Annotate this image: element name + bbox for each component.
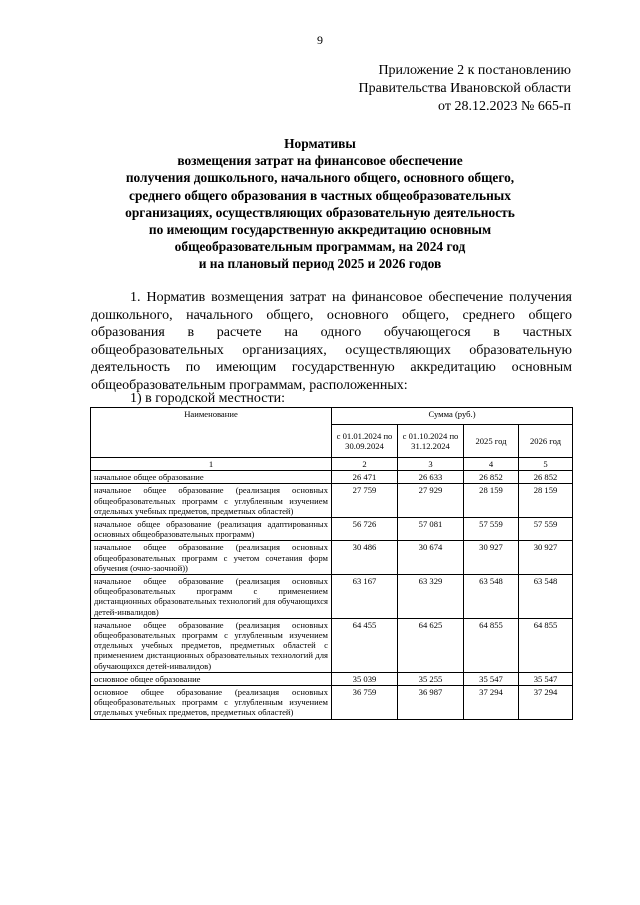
col-number: 3 xyxy=(398,458,464,471)
table-row xyxy=(91,575,573,619)
page-number: 9 xyxy=(317,33,323,47)
table-row xyxy=(91,518,573,541)
row-value: 63 548 xyxy=(464,575,519,619)
row-name: начальное общее образование (реализация основных общеобразовательных программ с применением дистанционных образовательных технологий для обучающихся детей-инвалидов) xyxy=(91,575,332,619)
col-number: 1 xyxy=(91,458,332,471)
row-value: 26 852 xyxy=(519,471,573,484)
row-value: 26 471 xyxy=(332,471,398,484)
title-line-5: организациях, осуществляющих образовательную деятельность xyxy=(125,204,515,220)
row-value: 56 726 xyxy=(332,518,398,541)
col-number: 5 xyxy=(519,458,573,471)
row-value: 37 294 xyxy=(519,686,573,720)
table-row xyxy=(91,618,573,672)
row-value: 57 559 xyxy=(519,518,573,541)
row-value: 30 674 xyxy=(398,541,464,575)
row-value: 36 759 xyxy=(332,686,398,720)
row-value: 57 559 xyxy=(464,518,519,541)
header-2025: 2025 год xyxy=(464,425,519,458)
paragraph-1: 1. Норматив возмещения затрат на финансовое обеспечение получения дошкольного, начального общего, основного общего, среднего общего образования в расчете на одного обучающегося в частных общеобразовательных организациях, осуществляющих образовательную деятельность по имеющим государственную аккредитацию основным общеобразовательным программам, расположенных: xyxy=(91,290,572,393)
document-title xyxy=(92,135,548,273)
row-name: начальное общее образование (реализация основных общеобразовательных программ с углубленным изучением отдельных учебных предметов, предметных областей) xyxy=(91,484,332,518)
header-sum: Сумма (руб.) xyxy=(332,408,573,425)
row-value: 64 855 xyxy=(519,618,573,672)
row-value: 30 927 xyxy=(519,541,573,575)
row-value: 63 548 xyxy=(519,575,573,619)
table-row xyxy=(91,484,573,518)
row-value: 26 852 xyxy=(464,471,519,484)
row-value: 27 929 xyxy=(398,484,464,518)
row-name: начальное общее образование (реализация основных общеобразовательных программ с учетом сочетания форм обучения (очно-заочной)) xyxy=(91,541,332,575)
row-value: 30 927 xyxy=(464,541,519,575)
row-value: 28 159 xyxy=(464,484,519,518)
header-2026: 2026 год xyxy=(519,425,573,458)
table-row xyxy=(91,686,573,720)
title-line-6: по имеющим государственную аккредитацию основным xyxy=(148,222,492,238)
col-number: 4 xyxy=(464,458,519,471)
norms-table xyxy=(90,407,573,720)
row-value: 37 294 xyxy=(464,686,519,720)
header-period-1: с 01.01.2024 по 30.09.2024 xyxy=(332,425,398,458)
row-value: 35 255 xyxy=(398,672,464,685)
header-name: Наименование xyxy=(91,408,332,458)
annex-line-1: Приложение 2 к постановлению xyxy=(378,63,571,78)
row-name: начальное общее образование (реализация адаптированных основных общеобразовательных программ) xyxy=(91,518,332,541)
row-name: начальное общее образование (реализация основных общеобразовательных программ с углубленным изучением отдельных учебных предметов, предметных областей с применением дистанционных образовательных технологий для обучающихся детей-инвалидов) xyxy=(91,618,332,672)
title-line-3: получения дошкольного, начального общего, основного общего, xyxy=(125,170,515,186)
title-line-8: и на плановый период 2025 и 2026 годов xyxy=(198,256,442,272)
title-line-7: общеобразовательным программам, на 2024 год xyxy=(174,239,466,255)
row-value: 63 167 xyxy=(332,575,398,619)
row-value: 64 455 xyxy=(332,618,398,672)
row-value: 27 759 xyxy=(332,484,398,518)
row-name: основное общее образование (реализация основных общеобразовательных программ с углубленным изучением отдельных учебных предметов, предметных областей) xyxy=(91,686,332,720)
row-value: 63 329 xyxy=(398,575,464,619)
title-line-4: среднего общего образования в частных общеобразовательных xyxy=(129,187,511,203)
row-value: 64 855 xyxy=(464,618,519,672)
table-row xyxy=(91,672,573,685)
row-name: начальное общее образование xyxy=(91,471,332,484)
title-line-2: возмещения затрат на финансовое обеспечение xyxy=(177,153,463,169)
subheading-urban: 1) в городской местности: xyxy=(130,391,285,406)
row-value: 57 081 xyxy=(398,518,464,541)
row-value: 30 486 xyxy=(332,541,398,575)
annex-line-2: Правительства Ивановской области xyxy=(358,81,571,96)
row-value: 26 633 xyxy=(398,471,464,484)
header-period-2: с 01.10.2024 по 31.12.2024 xyxy=(398,425,464,458)
row-name: основное общее образование xyxy=(91,672,332,685)
col-number: 2 xyxy=(332,458,398,471)
table-row xyxy=(91,541,573,575)
row-value: 36 987 xyxy=(398,686,464,720)
annex-line-3: от 28.12.2023 № 665-п xyxy=(438,99,571,114)
row-value: 28 159 xyxy=(519,484,573,518)
annex-header xyxy=(359,62,571,116)
row-value: 64 625 xyxy=(398,618,464,672)
title-line-1: Нормативы xyxy=(284,136,356,151)
row-value: 35 039 xyxy=(332,672,398,685)
row-value: 35 547 xyxy=(519,672,573,685)
row-value: 35 547 xyxy=(464,672,519,685)
table-row xyxy=(91,471,573,484)
